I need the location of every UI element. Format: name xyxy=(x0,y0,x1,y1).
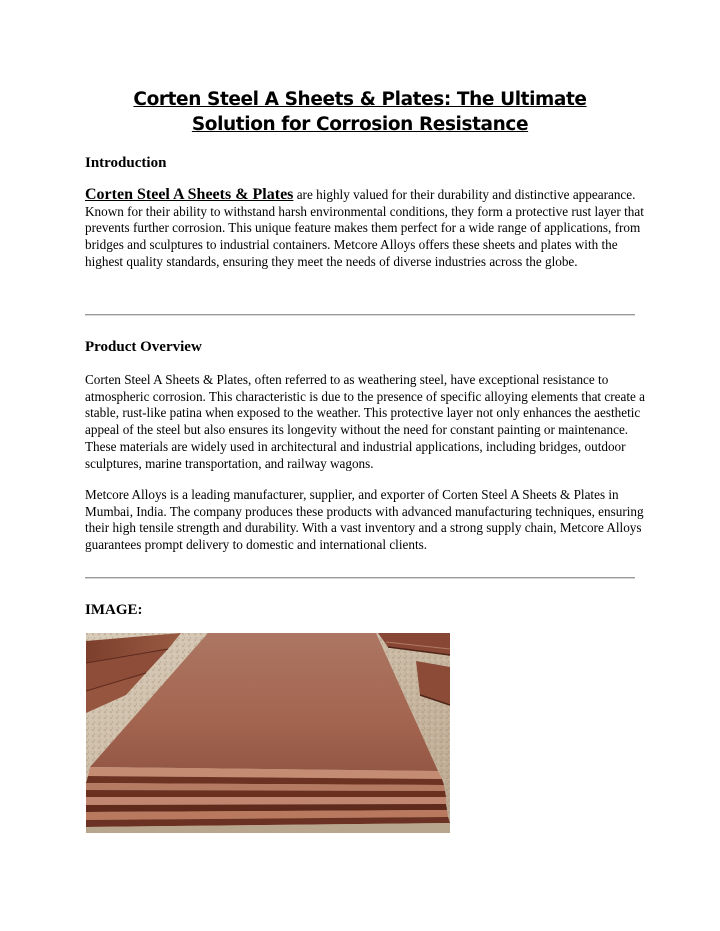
introduction-body-text: are highly valued for their durability and distinctive appearance. Known for their ability to withstand harsh environmental conditions, they form a protective rust layer that prevents further corrosion. This unique feature makes them perfect for a wide range of applications, from bridges and sculptures to industrial containers. Metcore Alloys offers these sheets and plates with the highest quality standards, ensuring they meet the needs of diverse industries across the globe. xyxy=(85,187,644,269)
steel-plates-illustration xyxy=(86,633,450,833)
product-overview-heading: Product Overview xyxy=(85,339,202,355)
steel-plates-photo xyxy=(86,633,450,833)
document-title: Corten Steel A Sheets & Plates: The Ultimate Solution for Corrosion Resistance xyxy=(133,89,587,135)
corten-steel-link[interactable]: Corten Steel A Sheets & Plates xyxy=(85,186,294,203)
introduction-paragraph xyxy=(85,187,645,271)
section-divider xyxy=(85,314,635,316)
introduction-heading: Introduction xyxy=(85,155,167,171)
product-overview-paragraph: Corten Steel A Sheets & Plates, often referred to as weathering steel, have exceptional resistance to atmospheric corrosion. This characteristic is due to the presence of specific alloying elements that create a stable, rust-like patina when exposed to the weather. This protective layer not only enhances the aesthetic appeal of the steel but also ensures its longevity without the need for constant painting or maintenance. These materials are widely used in architectural and industrial applications, including bridges, outdoor sculptures, marine transportation, and railway wagons. xyxy=(85,372,646,471)
section-divider xyxy=(85,577,635,579)
image-heading: IMAGE: xyxy=(85,602,143,618)
metcore-paragraph: Metcore Alloys is a leading manufacturer, supplier, and exporter of Corten Steel A Sheets & Plates in Mumbai, India. The company produces these products with advanced manufacturing techniques, ensuring their high tensile strength and durability. With a vast inventory and a strong supply chain, Metcore Alloys guarantees prompt delivery to domestic and international clients. xyxy=(85,487,644,553)
